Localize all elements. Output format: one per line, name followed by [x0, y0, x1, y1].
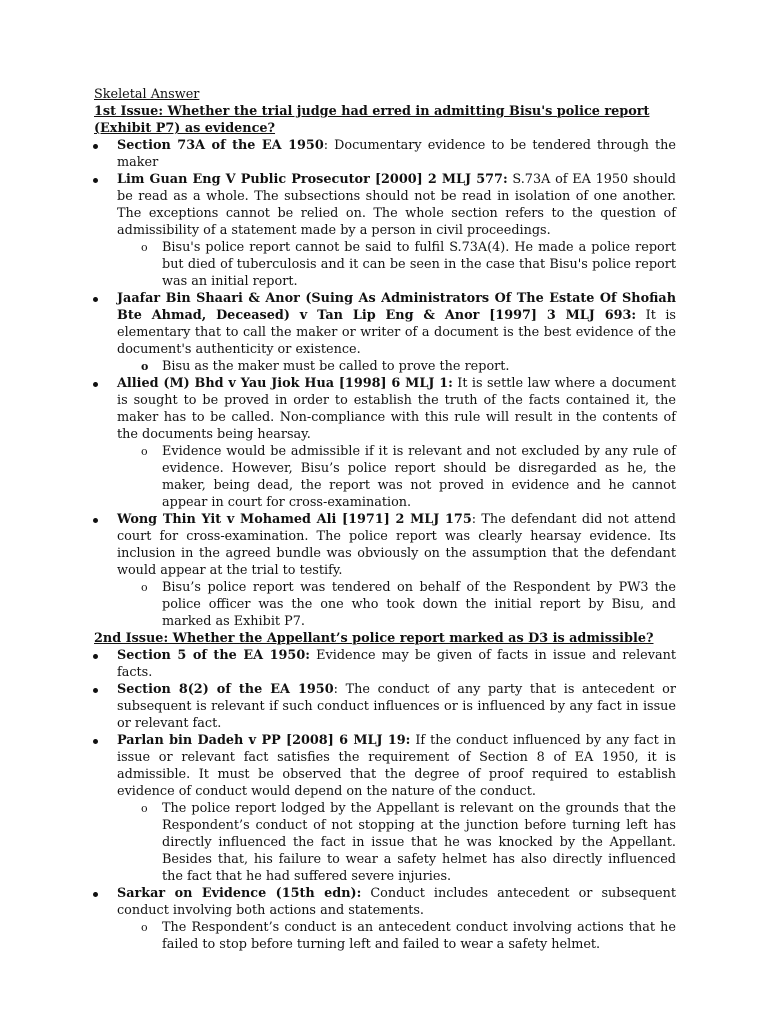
sub-bullet-item — [94, 358, 676, 375]
sub-bullet-text: Bisu as the maker must be called to prove the report. — [162, 359, 510, 374]
bullet-item — [94, 647, 676, 681]
bullet-icon — [93, 297, 98, 302]
case-citation: Section 8(2) of the EA 1950 — [117, 682, 334, 697]
bullet-item — [94, 290, 676, 358]
case-citation: Allied (M) Bhd v Yau Jiok Hua [1998] 6 MLJ 1: — [117, 376, 453, 391]
sub-bullet-item — [94, 919, 676, 953]
issue-2-heading: 2nd Issue: Whether the Appellant’s police report marked as D3 is admissible? — [94, 631, 654, 646]
sub-bullet-text: Evidence would be admissible if it is relevant and not excluded by any rule of evidence. However, Bisu’s police report should be disregarded as he, the maker, being dead, the report was not proved in evidence and he cannot appear in court for cross-examination. — [162, 444, 676, 510]
bullet-item — [94, 885, 676, 919]
case-citation: Wong Thin Yit v Mohamed Ali [1971] 2 MLJ 175 — [117, 512, 472, 527]
bullet-text: Conduct includes antecedent or subsequent conduct involving both actions and statements. — [117, 886, 676, 918]
case-citation: Sarkar on Evidence (15th edn): — [117, 886, 362, 901]
bullet-item — [94, 375, 676, 443]
sub-bullet-text: Bisu's police report cannot be said to fulfil S.73A(4). He made a police report but died of tuberculosis and it can be seen in the case that Bisu's police report was an initial report. — [162, 240, 676, 289]
bullet-text: It is elementary that to call the maker or writer of a document is the best evidence of the document's authenticity or existence. — [117, 308, 676, 357]
bullet-icon — [93, 144, 98, 149]
sub-bullet-icon: o — [141, 445, 148, 458]
bullet-text: : The defendant did not attend court for cross-examination. The police report was clearly hearsay evidence. Its inclusion in the agreed bundle was obviously on the assumption that the defendant would appear at the trial to testify. — [117, 512, 676, 578]
issue-1-heading: 1st Issue: Whether the trial judge had erred in admitting Bisu's police report (Exhibit P7) as evidence? — [94, 104, 650, 136]
bullet-text: S.73A of EA 1950 should be read as a whole. The subsections should not be read in isolation of one another. The exceptions cannot be relied on. The whole section refers to the question of admissibility of a statement made by a person in civil proceedings. — [117, 172, 676, 238]
sub-bullet-text: The Respondent’s conduct is an antecedent conduct involving actions that he failed to stop before turning left and failed to wear a safety helmet. — [162, 920, 676, 952]
bullet-item — [94, 171, 676, 239]
sub-bullet-item — [94, 443, 676, 511]
bullet-icon — [93, 382, 98, 387]
case-citation: Parlan bin Dadeh v PP [2008] 6 MLJ 19: — [117, 733, 411, 748]
sub-bullet-icon: o — [141, 921, 148, 934]
bullet-item — [94, 511, 676, 579]
sub-bullet-item — [94, 239, 676, 290]
case-citation: Lim Guan Eng V Public Prosecutor [2000] 2 MLJ 577: — [117, 172, 508, 187]
bullet-icon — [93, 518, 98, 523]
sub-bullet-icon: o — [141, 581, 148, 594]
bullet-text: : The conduct of any party that is antecedent or subsequent is relevant if such conduct influences or is influenced by any fact in issue or relevant fact. — [117, 682, 677, 731]
case-citation: Jaafar Bin Shaari & Anor (Suing As Administrators Of The Estate Of Shofiah Bte Ahmad, Deceased) v Tan Lip Eng & Anor [1997] 3 MLJ 693: — [117, 291, 676, 323]
bullet-icon — [93, 178, 98, 183]
bullet-text: If the conduct influenced by any fact in issue or relevant fact satisfies the requirement of Section 8 of EA 1950, it is admissible. It must be observed that the degree of proof required to establish evidence of conduct would depend on the nature of the conduct. — [117, 733, 676, 799]
bullet-icon — [93, 739, 98, 744]
bullet-item — [94, 681, 676, 732]
bullet-text: Evidence may be given of facts in issue and relevant facts. — [117, 648, 677, 680]
bullet-text: It is settle law where a document is sought to be proved in order to establish the truth of the facts contained it, the maker has to be called. Non-compliance with this rule will result in the contents of the documents being hearsay. — [117, 376, 676, 442]
bullet-item — [94, 137, 676, 171]
document-body — [94, 86, 676, 953]
sub-bullet-icon: o — [141, 241, 148, 254]
sub-bullet-text: The police report lodged by the Appellant is relevant on the grounds that the Respondent’s conduct of not stopping at the junction before turning left has directly influenced the fact in issue that he was knocked by the Appellant. Besides that, his failure to wear a safety helmet has also directly influenced the fact that he had suffered severe injuries. — [162, 801, 676, 884]
bullet-icon — [93, 688, 98, 693]
bullet-icon — [93, 892, 98, 897]
document-title: Skeletal Answer — [94, 87, 200, 102]
sub-bullet-icon: o — [141, 802, 148, 815]
sub-bullet-text: Bisu’s police report was tendered on behalf of the Respondent by PW3 the police officer was the one who took down the initial report by Bisu, and marked as Exhibit P7. — [162, 580, 676, 629]
bullet-item — [94, 732, 676, 800]
sub-bullet-item — [94, 579, 676, 630]
bullet-icon — [93, 654, 98, 659]
bullet-text: : Documentary evidence to be tendered through the maker — [117, 138, 676, 170]
sub-bullet-icon: o — [141, 360, 149, 373]
case-citation: Section 5 of the EA 1950: — [117, 648, 310, 663]
sub-bullet-item — [94, 800, 676, 885]
case-citation: Section 73A of the EA 1950 — [117, 138, 324, 153]
